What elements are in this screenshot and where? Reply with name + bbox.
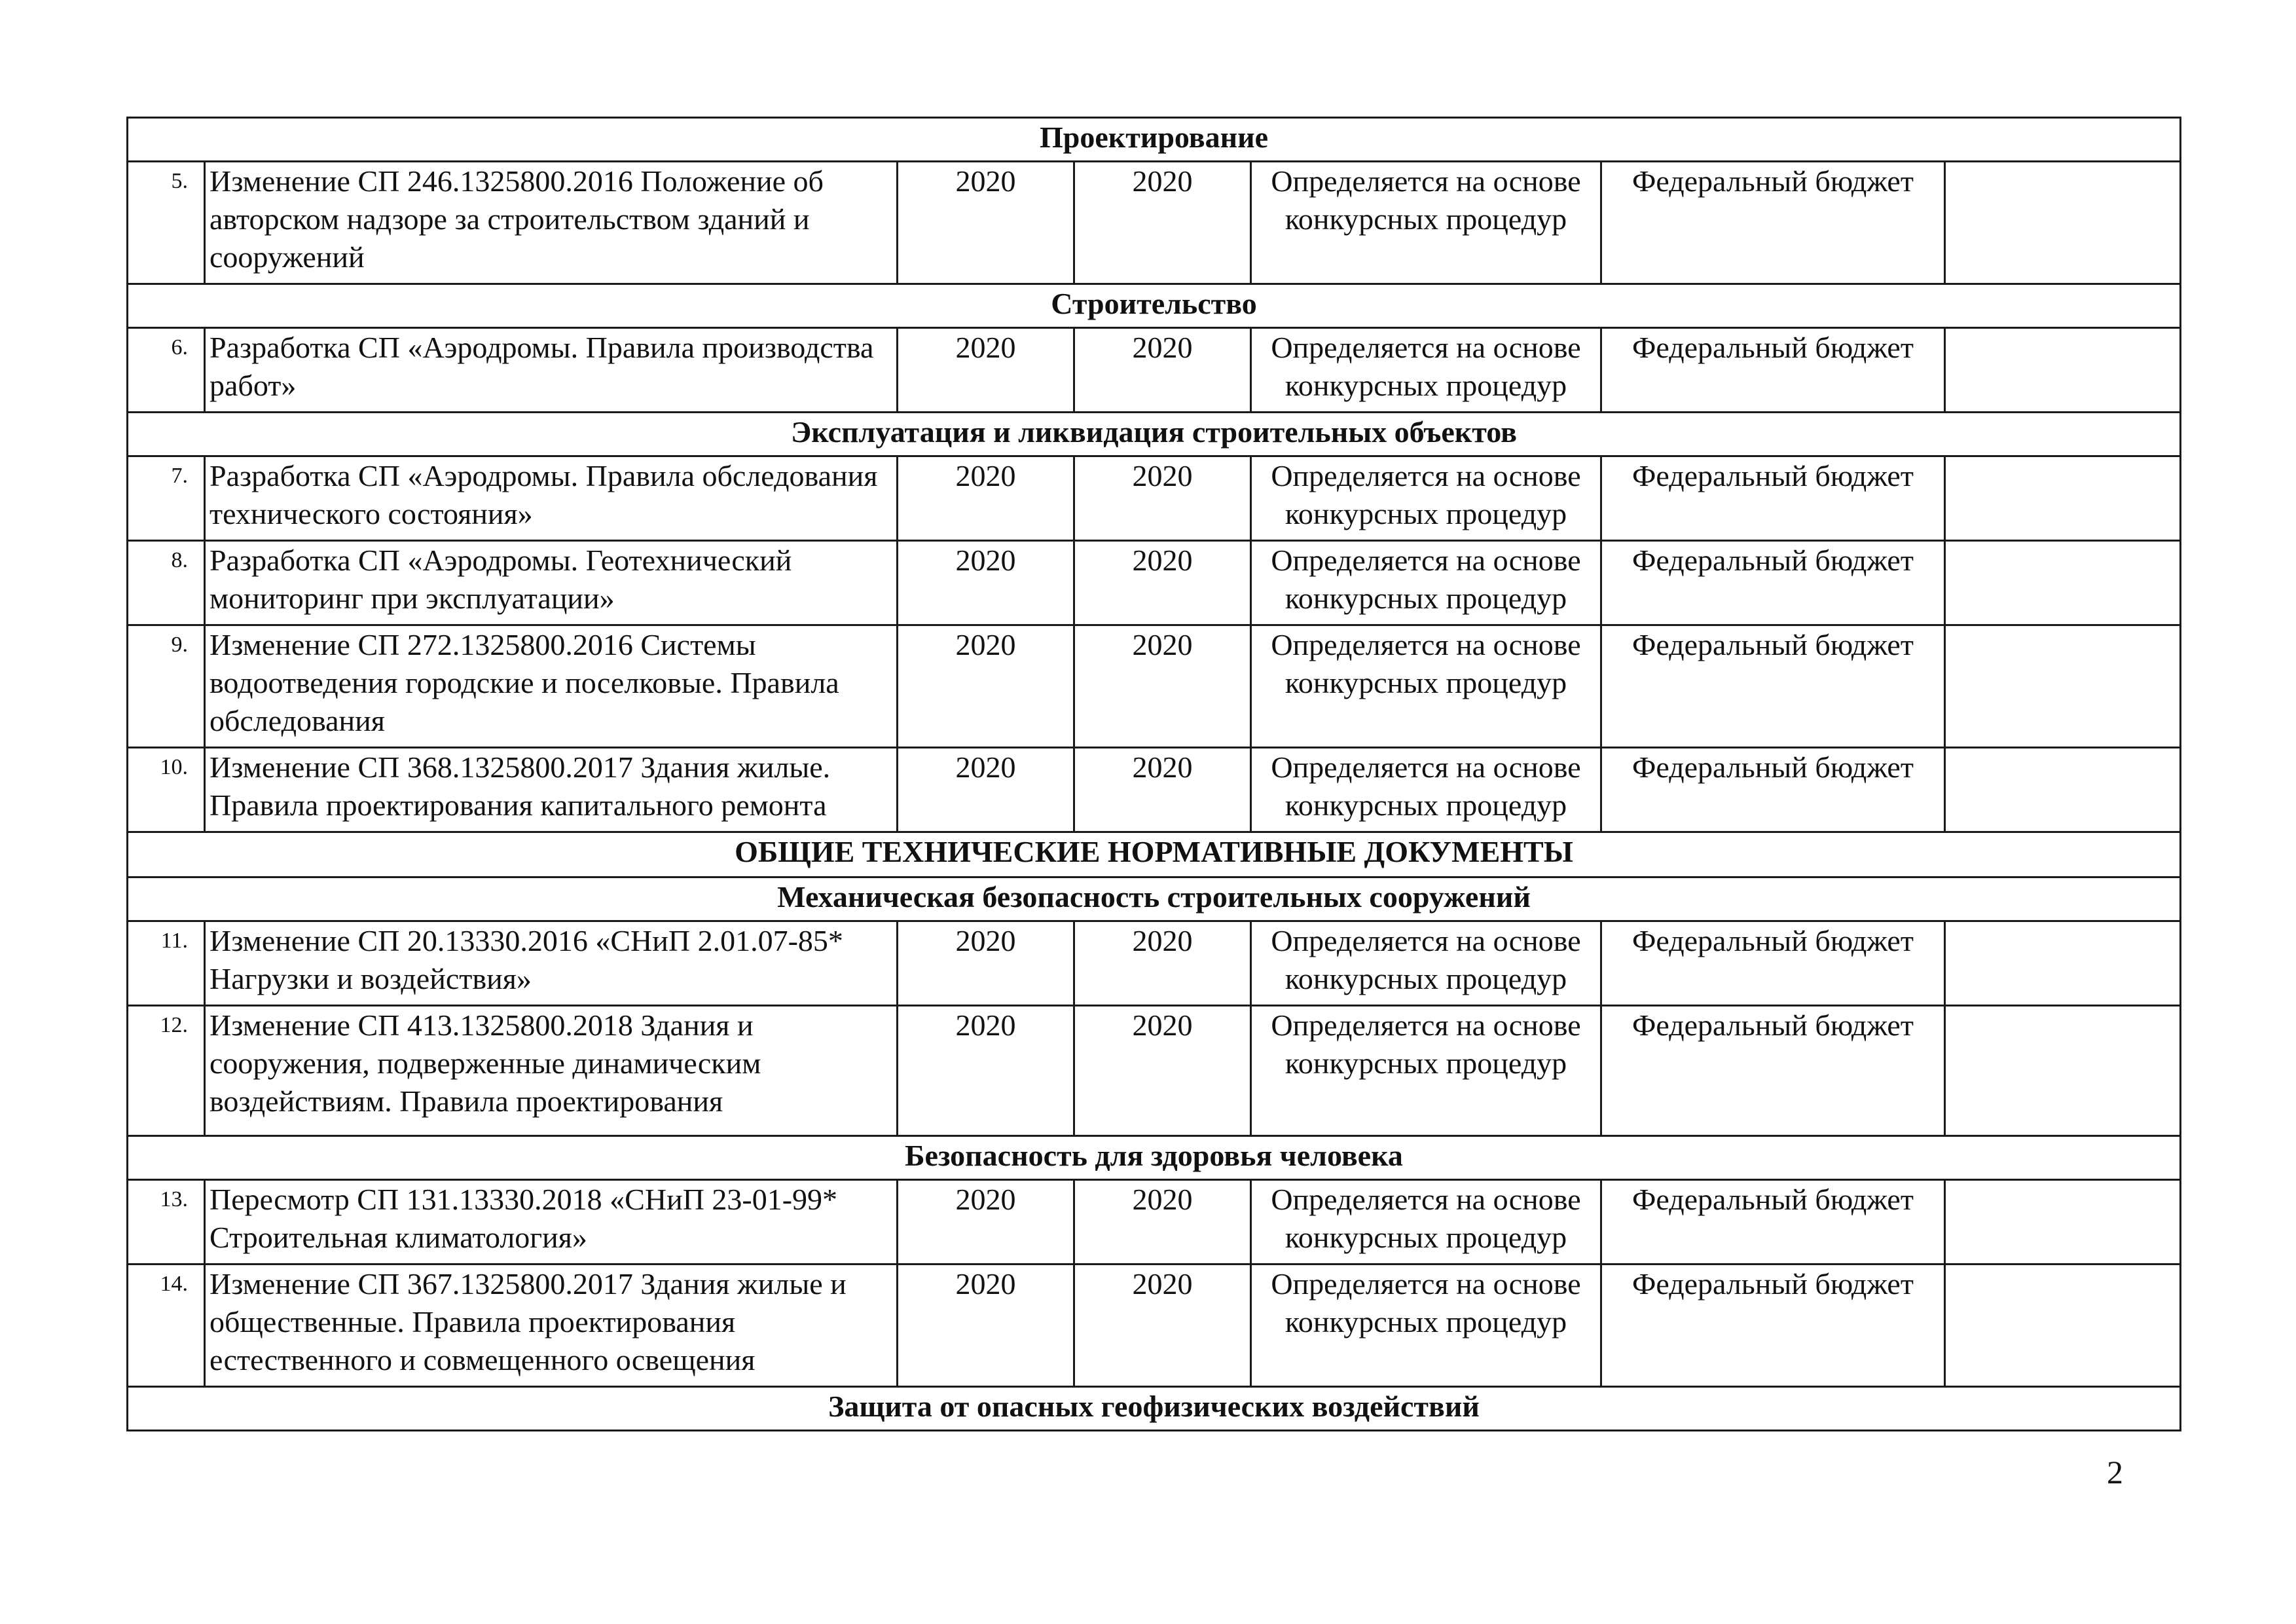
start-year: 2020 <box>898 748 1074 832</box>
section-title: Защита от опасных геофизических воздействий <box>128 1387 2181 1431</box>
document-name: Разработка СП «Аэродромы. Правила обследования технического состояния» <box>205 456 898 541</box>
end-year: 2020 <box>1074 1180 1251 1264</box>
table-row <box>128 1006 2181 1136</box>
end-year: 2020 <box>1074 1006 1251 1136</box>
row-number: 9. <box>128 625 205 748</box>
document-name: Изменение СП 368.1325800.2017 Здания жилые. Правила проектирования капитального ремонта <box>205 748 898 832</box>
table-row <box>128 1264 2181 1387</box>
funding-source: Федеральный бюджет <box>1601 328 1945 413</box>
page-number: 2 <box>2107 1454 2123 1490</box>
end-year: 2020 <box>1074 625 1251 748</box>
cost-cell: Определяется на основе конкурсных процедур <box>1251 328 1601 413</box>
table-row <box>128 162 2181 284</box>
funding-source: Федеральный бюджет <box>1601 625 1945 748</box>
cost-cell: Определяется на основе конкурсных процедур <box>1251 541 1601 625</box>
document-name: Изменение СП 272.1325800.2016 Системы водоотведения городские и поселковые. Правила обследования <box>205 625 898 748</box>
start-year: 2020 <box>898 625 1074 748</box>
start-year: 2020 <box>898 328 1074 413</box>
table-row <box>128 748 2181 832</box>
table-body <box>128 118 2181 1431</box>
table-row <box>128 921 2181 1006</box>
table-row <box>128 625 2181 748</box>
section-header-row <box>128 1387 2181 1431</box>
start-year: 2020 <box>898 456 1074 541</box>
table-row <box>128 541 2181 625</box>
document-name: Разработка СП «Аэродромы. Правила производства работ» <box>205 328 898 413</box>
document-name: Разработка СП «Аэродромы. Геотехнический мониторинг при эксплуатации» <box>205 541 898 625</box>
section-title: ОБЩИЕ ТЕХНИЧЕСКИЕ НОРМАТИВНЫЕ ДОКУМЕНТЫ <box>128 832 2181 877</box>
section-title: Эксплуатация и ликвидация строительных объектов <box>128 413 2181 456</box>
note-cell <box>1945 541 2181 625</box>
note-cell <box>1945 1264 2181 1387</box>
row-number: 12. <box>128 1006 205 1136</box>
plan-table <box>126 117 2181 1431</box>
note-cell <box>1945 1180 2181 1264</box>
section-header-row <box>128 877 2181 921</box>
section-header-row <box>128 284 2181 328</box>
row-number: 11. <box>128 921 205 1006</box>
cost-cell: Определяется на основе конкурсных процедур <box>1251 625 1601 748</box>
funding-source: Федеральный бюджет <box>1601 162 1945 284</box>
document-name: Пересмотр СП 131.13330.2018 «СНиП 23-01-99* Строительная климатология» <box>205 1180 898 1264</box>
start-year: 2020 <box>898 1006 1074 1136</box>
funding-source: Федеральный бюджет <box>1601 1180 1945 1264</box>
start-year: 2020 <box>898 162 1074 284</box>
note-cell <box>1945 328 2181 413</box>
start-year: 2020 <box>898 1180 1074 1264</box>
row-number: 6. <box>128 328 205 413</box>
row-number: 8. <box>128 541 205 625</box>
note-cell <box>1945 162 2181 284</box>
start-year: 2020 <box>898 921 1074 1006</box>
cost-cell: Определяется на основе конкурсных процедур <box>1251 162 1601 284</box>
document-name: Изменение СП 413.1325800.2018 Здания и сооружения, подверженные динамическим воздействиям. Правила проектирования <box>205 1006 898 1136</box>
end-year: 2020 <box>1074 162 1251 284</box>
row-number: 10. <box>128 748 205 832</box>
funding-source: Федеральный бюджет <box>1601 748 1945 832</box>
section-header-row <box>128 832 2181 877</box>
row-number: 14. <box>128 1264 205 1387</box>
end-year: 2020 <box>1074 328 1251 413</box>
note-cell <box>1945 456 2181 541</box>
section-title: Безопасность для здоровья человека <box>128 1136 2181 1180</box>
funding-source: Федеральный бюджет <box>1601 456 1945 541</box>
cost-cell: Определяется на основе конкурсных процедур <box>1251 1006 1601 1136</box>
funding-source: Федеральный бюджет <box>1601 1006 1945 1136</box>
start-year: 2020 <box>898 541 1074 625</box>
start-year: 2020 <box>898 1264 1074 1387</box>
row-number: 13. <box>128 1180 205 1264</box>
cost-cell: Определяется на основе конкурсных процедур <box>1251 921 1601 1006</box>
end-year: 2020 <box>1074 748 1251 832</box>
note-cell <box>1945 1006 2181 1136</box>
section-title: Проектирование <box>128 118 2181 162</box>
row-number: 5. <box>128 162 205 284</box>
table-row <box>128 328 2181 413</box>
section-header-row <box>128 118 2181 162</box>
funding-source: Федеральный бюджет <box>1601 921 1945 1006</box>
section-header-row <box>128 413 2181 456</box>
funding-source: Федеральный бюджет <box>1601 541 1945 625</box>
cost-cell: Определяется на основе конкурсных процедур <box>1251 1264 1601 1387</box>
end-year: 2020 <box>1074 921 1251 1006</box>
note-cell <box>1945 921 2181 1006</box>
document-name: Изменение СП 246.1325800.2016 Положение об авторском надзоре за строительством зданий и сооружений <box>205 162 898 284</box>
row-number: 7. <box>128 456 205 541</box>
cost-cell: Определяется на основе конкурсных процедур <box>1251 748 1601 832</box>
section-title: Строительство <box>128 284 2181 328</box>
end-year: 2020 <box>1074 541 1251 625</box>
table-row <box>128 456 2181 541</box>
funding-source: Федеральный бюджет <box>1601 1264 1945 1387</box>
end-year: 2020 <box>1074 456 1251 541</box>
document-name: Изменение СП 367.1325800.2017 Здания жилые и общественные. Правила проектирования естественного и совмещенного освещения <box>205 1264 898 1387</box>
table-row <box>128 1180 2181 1264</box>
end-year: 2020 <box>1074 1264 1251 1387</box>
note-cell <box>1945 748 2181 832</box>
section-header-row <box>128 1136 2181 1180</box>
section-title: Механическая безопасность строительных сооружений <box>128 877 2181 921</box>
cost-cell: Определяется на основе конкурсных процедур <box>1251 1180 1601 1264</box>
cost-cell: Определяется на основе конкурсных процедур <box>1251 456 1601 541</box>
note-cell <box>1945 625 2181 748</box>
document-name: Изменение СП 20.13330.2016 «СНиП 2.01.07-85* Нагрузки и воздействия» <box>205 921 898 1006</box>
